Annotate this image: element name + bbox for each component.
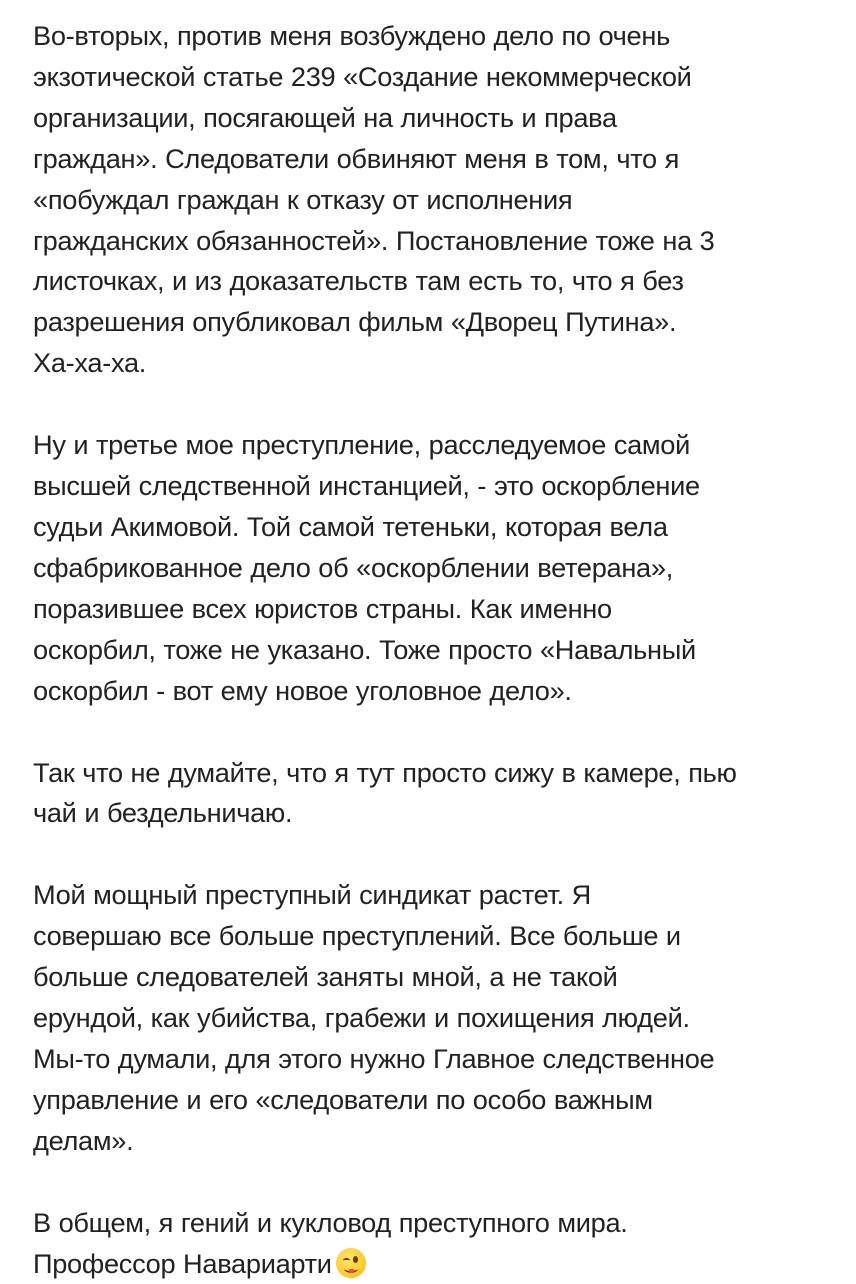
text-line: управление и его «следователи по особо важным xyxy=(33,1083,653,1115)
signature-text: Профессор Навариарти xyxy=(33,1247,332,1279)
text-line: делам». xyxy=(33,1124,134,1156)
paragraph-5 xyxy=(33,1203,834,1284)
text-line: судьи Акимовой. Той самой тетеньки, которая вела xyxy=(33,510,668,542)
text-line: оскорбил - вот ему новое уголовное дело». xyxy=(33,674,572,706)
text-line: организации, посягающей на личность и права xyxy=(33,101,617,133)
text-line: сфабрикованное дело об «оскорблении ветерана», xyxy=(33,551,673,583)
text-line: оскорбил, тоже не указано. Тоже просто «Навальный xyxy=(33,633,696,665)
text-line: разрешения опубликовал фильм «Дворец Путина». xyxy=(33,306,677,338)
paragraph-2 xyxy=(33,425,834,711)
text-line-with-emoji xyxy=(33,1244,834,1284)
text-line: совершаю все больше преступлений. Все больше и xyxy=(33,920,681,952)
text-line: «побуждал граждан к отказу от исполнения xyxy=(33,183,573,215)
text-line: В общем, я гений и кукловод преступного мира. xyxy=(33,1206,628,1238)
text-line: поразившее всех юристов страны. Как именно xyxy=(33,592,612,624)
text-line: чай и бездельничаю. xyxy=(33,797,293,829)
post-body-text xyxy=(33,16,834,1284)
paragraph-4 xyxy=(33,875,834,1161)
paragraph-1 xyxy=(33,16,834,384)
text-line: ерундой, как убийства, грабежи и похищения людей. xyxy=(33,1002,690,1034)
winking-face-emoji-icon xyxy=(336,1248,366,1278)
text-line: граждан». Следователи обвиняют меня в том, что я xyxy=(33,142,680,174)
text-line: Так что не думайте, что я тут просто сижу в камере, пью xyxy=(33,756,737,788)
text-line: экзотической статье 239 «Создание некоммерческой xyxy=(33,60,692,92)
text-line: Ну и третье мое преступление, расследуемое самой xyxy=(33,429,691,461)
text-line: Во-вторых, против меня возбуждено дело по очень xyxy=(33,20,670,51)
text-line: листочках, и из доказательств там есть то, что я без xyxy=(33,265,684,297)
text-line: больше следователей заняты мной, а не такой xyxy=(33,961,618,993)
paragraph-3 xyxy=(33,753,834,835)
text-line: Ха-ха-ха. xyxy=(33,347,147,379)
text-line: Мы-то думали, для этого нужно Главное следственное xyxy=(33,1042,715,1074)
text-line: гражданских обязанностей». Постановление тоже на 3 xyxy=(33,224,715,256)
text-line: Мой мощный преступный синдикат растет. Я xyxy=(33,879,591,911)
text-line: высшей следственной инстанцией, - это оскорбление xyxy=(33,470,700,502)
